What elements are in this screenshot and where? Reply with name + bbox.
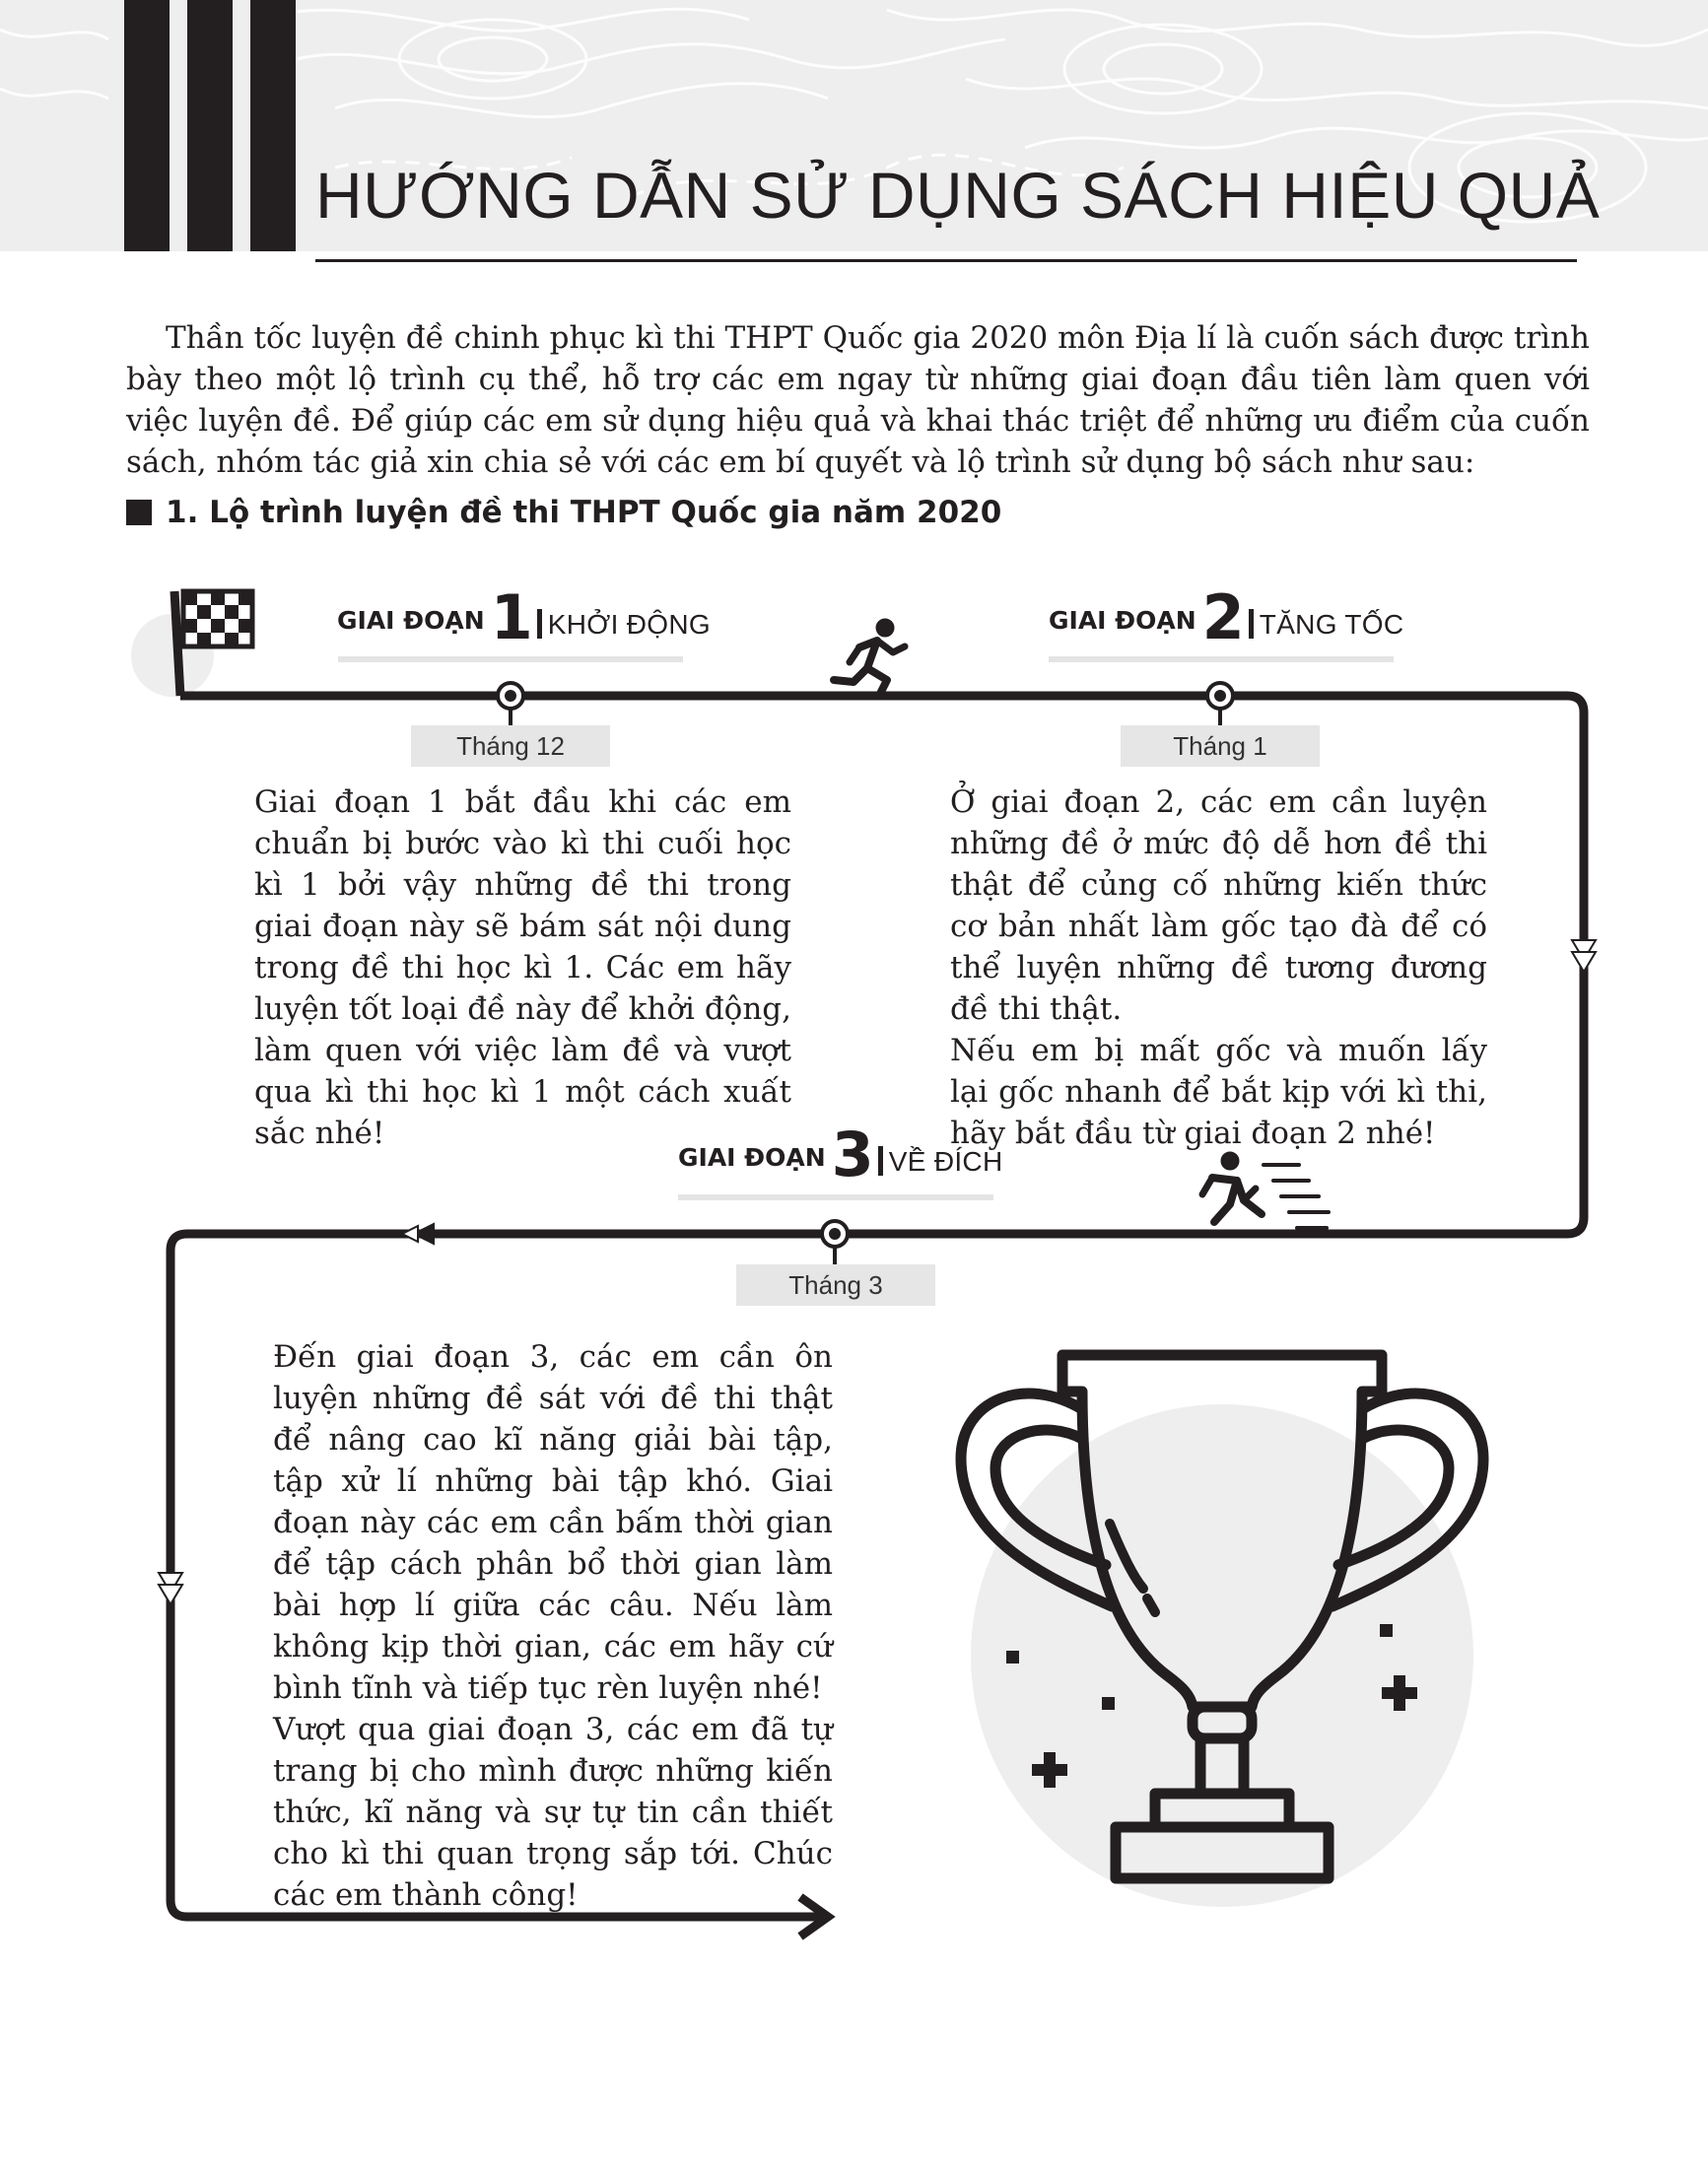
stage-2-word: GIAI ĐOẠN	[1049, 606, 1196, 635]
stage-2-divider	[1249, 609, 1254, 639]
direction-arrow-down	[159, 1573, 182, 1604]
milestone-marker-3	[822, 1221, 848, 1265]
milestone-marker-2	[1207, 683, 1233, 727]
stage-2-description	[950, 781, 1487, 1154]
stage-2-name: TĂNG TỐC	[1259, 609, 1404, 640]
stage-3-label	[678, 1119, 1003, 1190]
stage-1-month: Tháng 12	[411, 725, 610, 767]
stage-3-underline	[678, 1194, 993, 1200]
stage-2-month: Tháng 1	[1121, 725, 1320, 767]
stage-1-number: 1	[490, 581, 533, 653]
stage-3-month: Tháng 3	[736, 1264, 935, 1306]
stage-1-label	[337, 581, 711, 653]
stage-1-description	[254, 781, 791, 1154]
stage-3-name: VỀ ĐÍCH	[888, 1146, 1003, 1177]
stage-3-description	[273, 1336, 833, 1916]
runner-icon	[834, 619, 905, 696]
stage-2-paragraph: Nếu em bị mất gốc và muốn lấy lại gốc nhanh để bắt kịp với kì thi, hãy bắt đầu từ giai đoạn 2 nhé!	[950, 1033, 1487, 1151]
page-title: HƯỚNG DẪN SỬ DỤNG SÁCH HIỆU QUẢ	[315, 159, 1601, 232]
intro-paragraph: Thần tốc luyện đề chinh phục kì thi THPT Quốc gia 2020 môn Địa lí là cuốn sách được trình bày theo một lộ trình cụ thể, hỗ trợ các em ngay từ những giai đoạn đầu tiên làm quen với việc luyện đề. Để giúp các em sử dụng hiệu quả và khai thác triệt để những ưu điểm của cuốn sách, nhóm tác giả xin chia sẻ với các em bí quyết và lộ trình sử dụng bộ sách như sau:	[126, 320, 1590, 480]
stage-3-word: GIAI ĐOẠN	[678, 1143, 826, 1172]
section-heading-text: 1. Lộ trình luyện đề thi THPT Quốc gia năm 2020	[166, 495, 1002, 530]
stage-1-divider	[537, 609, 542, 639]
sprinter-icon	[1202, 1152, 1329, 1228]
stage-2-paragraph: Ở giai đoạn 2, các em cần luyện những đề ở mức độ dễ hơn đề thi thật để củng cố những kiến thức cơ bản nhất làm gốc tạo đà để có thể luyện những đề tương đương đề thi thật.	[950, 784, 1487, 1027]
stage-3-paragraph: Đến giai đoạn 3, các em cần ôn luyện những đề sát với đề thi thật để nâng cao kĩ năng giải bài tập, tập xử lí những bài tập khó. Giai đoạn này các em cần bấm thời gian để tập cách phân bổ thời gian làm bài hợp lí giữa các câu. Nếu làm không kịp thời gian, các em hãy cứ bình tĩnh và tiếp tục rèn luyện nhé!	[273, 1339, 833, 1706]
stage-3-divider	[878, 1146, 883, 1176]
stage-2-number: 2	[1201, 581, 1245, 653]
stage-3-number: 3	[831, 1119, 874, 1190]
direction-arrow-down	[1572, 940, 1596, 972]
direction-arrow-left	[402, 1224, 434, 1244]
stage-2-label	[1049, 581, 1404, 653]
stage-1-paragraph: Giai đoạn 1 bắt đầu khi các em chuẩn bị bước vào kì thi cuối học kì 1 bởi vậy những đề thi trong giai đoạn này sẽ bám sát nội dung trong đề thi học kì 1. Các em hãy luyện tốt loại đề này để khởi động, làm quen với việc làm đề và vượt qua kì thi học kì 1 một cách xuất sắc nhé!	[254, 784, 791, 1151]
stage-2-underline	[1049, 656, 1394, 662]
stage-3-paragraph: Vượt qua giai đoạn 3, các em đã tự trang bị cho mình được những kiến thức, kĩ năng và sự tự tin cần thiết cho kì thi quan trọng sắp tới. Chúc các em thành công!	[273, 1712, 833, 1913]
stage-1-word: GIAI ĐOẠN	[337, 606, 485, 635]
stage-1-name: KHỞI ĐỘNG	[547, 609, 711, 640]
stage-1-underline	[338, 656, 683, 662]
milestone-marker-1	[498, 683, 523, 727]
